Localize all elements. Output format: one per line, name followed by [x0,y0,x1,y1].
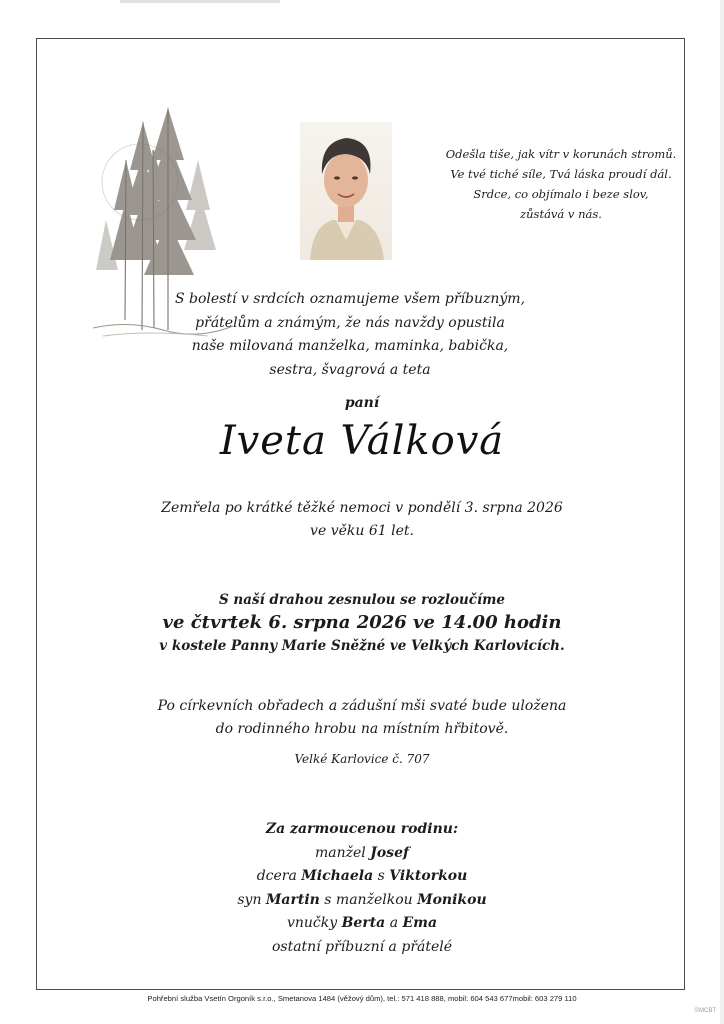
son-name: Martin [265,891,320,908]
family-son: syn Martin s manželkou Monikou [237,891,487,908]
corner-mark: ©MCBT [694,1008,716,1014]
daughter-name: Michaela [301,868,374,884]
death-details [0,497,724,543]
son-partner-name: Monikou [417,891,487,908]
deceased-name: Iveta Válková [219,418,505,464]
family-daughter: dcera Michaela s Viktorkou [256,868,468,884]
family-others: ostatní příbuzní a přátelé [271,938,453,955]
poem-line: Srdce, co objímalo i beze slov, [473,187,649,201]
death-line: Zemřela po krátké těžké nemoci v pondělí 3. srpna 2026 [161,500,563,516]
portrait-photo [300,122,392,260]
burial-details [0,695,724,741]
funeral-service-footer: Pohřební služba Vsetín Orgoník s.r.o., Smetanova 1484 (věžový dům), tel.: 571 418 888, mobil: 604 543 677mobil: 603 279 110 [147,994,577,1003]
scan-artifact [120,0,280,3]
death-age: ve věku 61 let. [310,523,414,539]
funeral-details [0,590,724,656]
funeral-datetime: ve čtvrtek 6. srpna 2026 ve 14.00 hodin [162,612,562,633]
burial-line: Po církevních obřadech a zádušní mši svaté bude uložena [157,698,567,714]
intro-line: přátelům a známým, že nás navždy opustila [195,314,505,331]
salutation: paní [344,395,380,411]
memorial-poem [440,144,682,224]
family-address: Velké Karlovice č. 707 [294,752,430,766]
family-husband: manžel Josef [314,844,409,861]
family-grandchildren: vnučky Berta a Ema [286,915,438,931]
funeral-location: v kostele Panny Marie Sněžné ve Velkých Karlovicích. [159,638,565,654]
intro-line: sestra, švagrová a teta [269,361,431,378]
grandchild-name: Ema [402,915,438,931]
funeral-intro: S naší drahou zesnulou se rozloučíme [218,592,506,608]
intro-line: S bolestí v srdcích oznamujeme všem příbuzným, [174,291,526,307]
poem-line: Ve tvé tiché síle, Tvá láska proudí dál. [450,167,672,181]
family-header: Za zarmoucenou rodinu: [265,821,459,837]
grandchild-name: Berta [341,915,386,931]
poem-line: Odešla tiše, jak vítr v korunách stromů. [445,147,677,161]
burial-line: do rodinného hrobu na místním hřbitově. [215,721,509,737]
poem-line: zůstává v nás. [520,207,602,221]
intro-line: naše milovaná manželka, maminka, babička, [191,338,509,354]
husband-name: Josef [370,844,409,861]
mourning-family [0,818,724,959]
announcement-intro [170,288,530,382]
daughter-partner-name: Viktorkou [389,868,468,884]
